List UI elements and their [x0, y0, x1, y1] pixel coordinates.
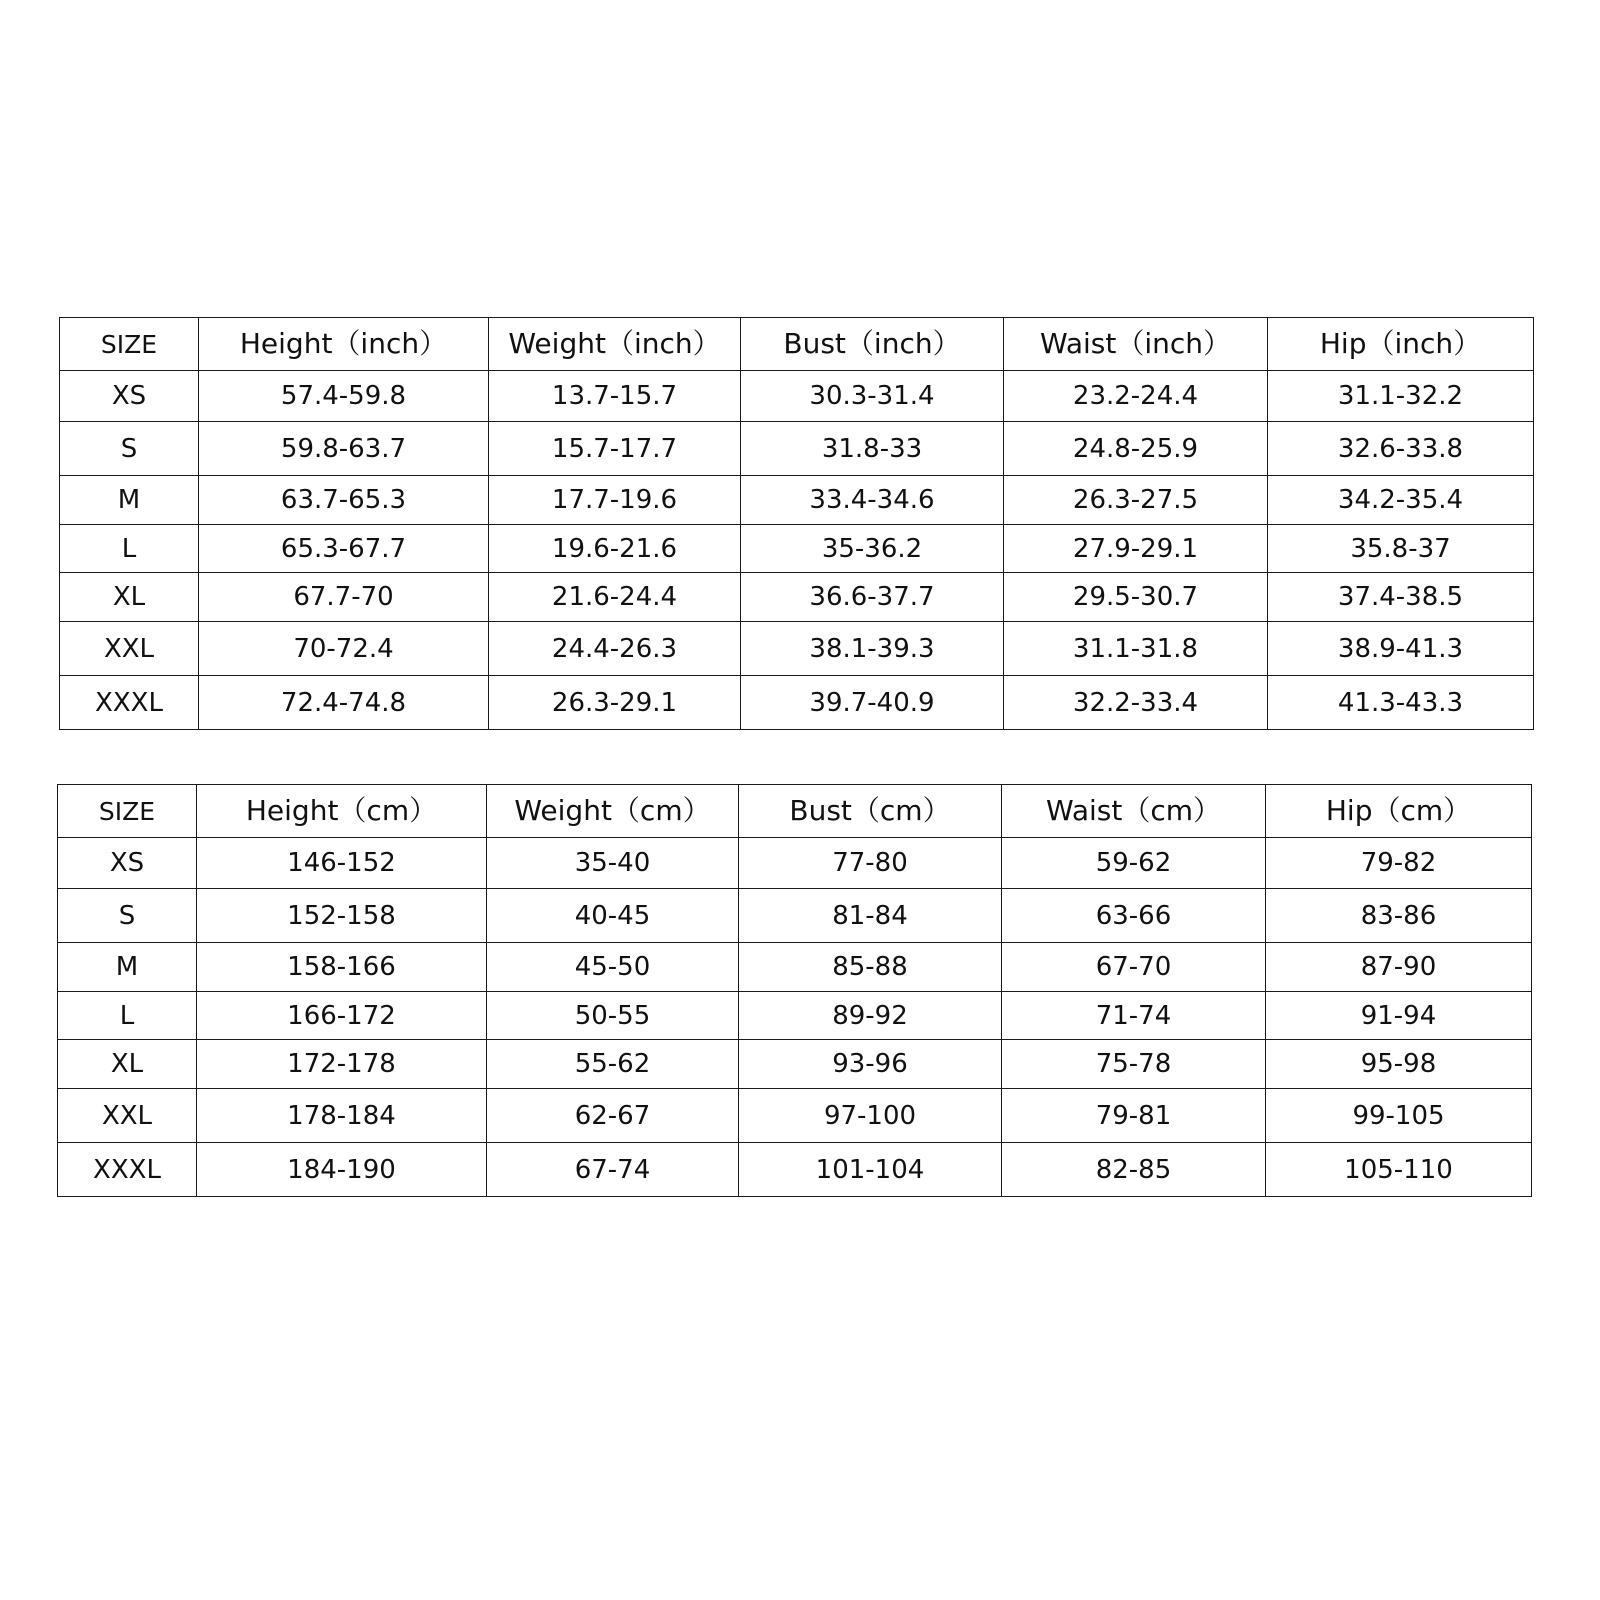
table-row — [58, 943, 1532, 992]
table-cell: 27.9-29.1 — [1004, 525, 1268, 573]
table-cell: 26.3-29.1 — [489, 676, 741, 730]
table-cell: 97-100 — [739, 1089, 1002, 1143]
size-cell: XL — [58, 1040, 197, 1089]
table-row — [58, 1040, 1532, 1089]
table-cell: 75-78 — [1002, 1040, 1266, 1089]
header-cell: Bust（inch） — [741, 318, 1004, 371]
size-chart-cm-table — [57, 784, 1532, 1197]
table-cell: 32.2-33.4 — [1004, 676, 1268, 730]
table-row — [60, 422, 1534, 476]
size-cell: XS — [58, 838, 197, 889]
table-cell: 24.4-26.3 — [489, 622, 741, 676]
table-cell: 36.6-37.7 — [741, 573, 1004, 622]
table-cell: 55-62 — [487, 1040, 739, 1089]
size-cell: M — [60, 476, 199, 525]
table-cell: 79-82 — [1266, 838, 1532, 889]
table-cell: 62-67 — [487, 1089, 739, 1143]
table-cell: 81-84 — [739, 889, 1002, 943]
table-row — [58, 1143, 1532, 1197]
table-cell: 31.8-33 — [741, 422, 1004, 476]
table-cell: 37.4-38.5 — [1268, 573, 1534, 622]
table-cell: 17.7-19.6 — [489, 476, 741, 525]
table-cell: 85-88 — [739, 943, 1002, 992]
header-cell: Weight（cm） — [487, 785, 739, 838]
table-cell: 82-85 — [1002, 1143, 1266, 1197]
table-cell: 34.2-35.4 — [1268, 476, 1534, 525]
table-cell: 29.5-30.7 — [1004, 573, 1268, 622]
table-row — [58, 992, 1532, 1040]
table-cell: 70-72.4 — [199, 622, 489, 676]
table-cell: 178-184 — [197, 1089, 487, 1143]
table-cell: 35-36.2 — [741, 525, 1004, 573]
table-row — [60, 525, 1534, 573]
table-cell: 26.3-27.5 — [1004, 476, 1268, 525]
header-cell: SIZE — [58, 785, 197, 838]
table-cell: 41.3-43.3 — [1268, 676, 1534, 730]
size-cell: XXXL — [60, 676, 199, 730]
table-cell: 40-45 — [487, 889, 739, 943]
table-cell: 50-55 — [487, 992, 739, 1040]
table-cell: 87-90 — [1266, 943, 1532, 992]
table-cell: 35-40 — [487, 838, 739, 889]
table-row — [58, 1089, 1532, 1143]
table-cell: 91-94 — [1266, 992, 1532, 1040]
table-cell: 38.9-41.3 — [1268, 622, 1534, 676]
table-row — [60, 476, 1534, 525]
header-cell: Waist（inch） — [1004, 318, 1268, 371]
table-cell: 152-158 — [197, 889, 487, 943]
size-cell: L — [60, 525, 199, 573]
table-cell: 39.7-40.9 — [741, 676, 1004, 730]
table-cell: 99-105 — [1266, 1089, 1532, 1143]
table-cell: 30.3-31.4 — [741, 371, 1004, 422]
table-cell: 45-50 — [487, 943, 739, 992]
table-cell: 71-74 — [1002, 992, 1266, 1040]
size-cell: XXXL — [58, 1143, 197, 1197]
header-cell: Hip（cm） — [1266, 785, 1532, 838]
table-cell: 15.7-17.7 — [489, 422, 741, 476]
table-cell: 38.1-39.3 — [741, 622, 1004, 676]
table-cell: 63-66 — [1002, 889, 1266, 943]
table-cell: 172-178 — [197, 1040, 487, 1089]
size-cell: S — [60, 422, 199, 476]
size-cell: XXL — [58, 1089, 197, 1143]
table-cell: 89-92 — [739, 992, 1002, 1040]
table-cell: 63.7-65.3 — [199, 476, 489, 525]
table-cell: 59.8-63.7 — [199, 422, 489, 476]
table-cell: 59-62 — [1002, 838, 1266, 889]
table-cell: 105-110 — [1266, 1143, 1532, 1197]
header-cell: Bust（cm） — [739, 785, 1002, 838]
table-cell: 24.8-25.9 — [1004, 422, 1268, 476]
size-cell: XS — [60, 371, 199, 422]
table-cell: 101-104 — [739, 1143, 1002, 1197]
table-row — [58, 838, 1532, 889]
table-cell: 158-166 — [197, 943, 487, 992]
table-cell: 67-70 — [1002, 943, 1266, 992]
table-cell: 67-74 — [487, 1143, 739, 1197]
size-cell: L — [58, 992, 197, 1040]
table-cell: 19.6-21.6 — [489, 525, 741, 573]
header-row — [60, 318, 1534, 371]
table-cell: 67.7-70 — [199, 573, 489, 622]
header-cell: Hip（inch） — [1268, 318, 1534, 371]
table-row — [58, 889, 1532, 943]
header-cell: Weight（inch） — [489, 318, 741, 371]
table-cell: 31.1-32.2 — [1268, 371, 1534, 422]
table-cell: 95-98 — [1266, 1040, 1532, 1089]
table-cell: 166-172 — [197, 992, 487, 1040]
size-cell: XXL — [60, 622, 199, 676]
header-cell: Height（inch） — [199, 318, 489, 371]
table-cell: 93-96 — [739, 1040, 1002, 1089]
table-cell: 57.4-59.8 — [199, 371, 489, 422]
table-cell: 33.4-34.6 — [741, 476, 1004, 525]
size-cell: XL — [60, 573, 199, 622]
size-chart-inch-table — [59, 317, 1534, 730]
table-row — [60, 676, 1534, 730]
table-cell: 79-81 — [1002, 1089, 1266, 1143]
table-cell: 65.3-67.7 — [199, 525, 489, 573]
table-row — [60, 573, 1534, 622]
table-cell: 31.1-31.8 — [1004, 622, 1268, 676]
table-row — [60, 622, 1534, 676]
size-cell: S — [58, 889, 197, 943]
table-cell: 146-152 — [197, 838, 487, 889]
header-row — [58, 785, 1532, 838]
header-cell: SIZE — [60, 318, 199, 371]
table-cell: 83-86 — [1266, 889, 1532, 943]
table-cell: 32.6-33.8 — [1268, 422, 1534, 476]
table-row — [60, 371, 1534, 422]
header-cell: Height（cm） — [197, 785, 487, 838]
table-cell: 21.6-24.4 — [489, 573, 741, 622]
header-cell: Waist（cm） — [1002, 785, 1266, 838]
table-cell: 13.7-15.7 — [489, 371, 741, 422]
size-cell: M — [58, 943, 197, 992]
table-cell: 184-190 — [197, 1143, 487, 1197]
table-cell: 72.4-74.8 — [199, 676, 489, 730]
table-cell: 23.2-24.4 — [1004, 371, 1268, 422]
table-cell: 35.8-37 — [1268, 525, 1534, 573]
table-cell: 77-80 — [739, 838, 1002, 889]
